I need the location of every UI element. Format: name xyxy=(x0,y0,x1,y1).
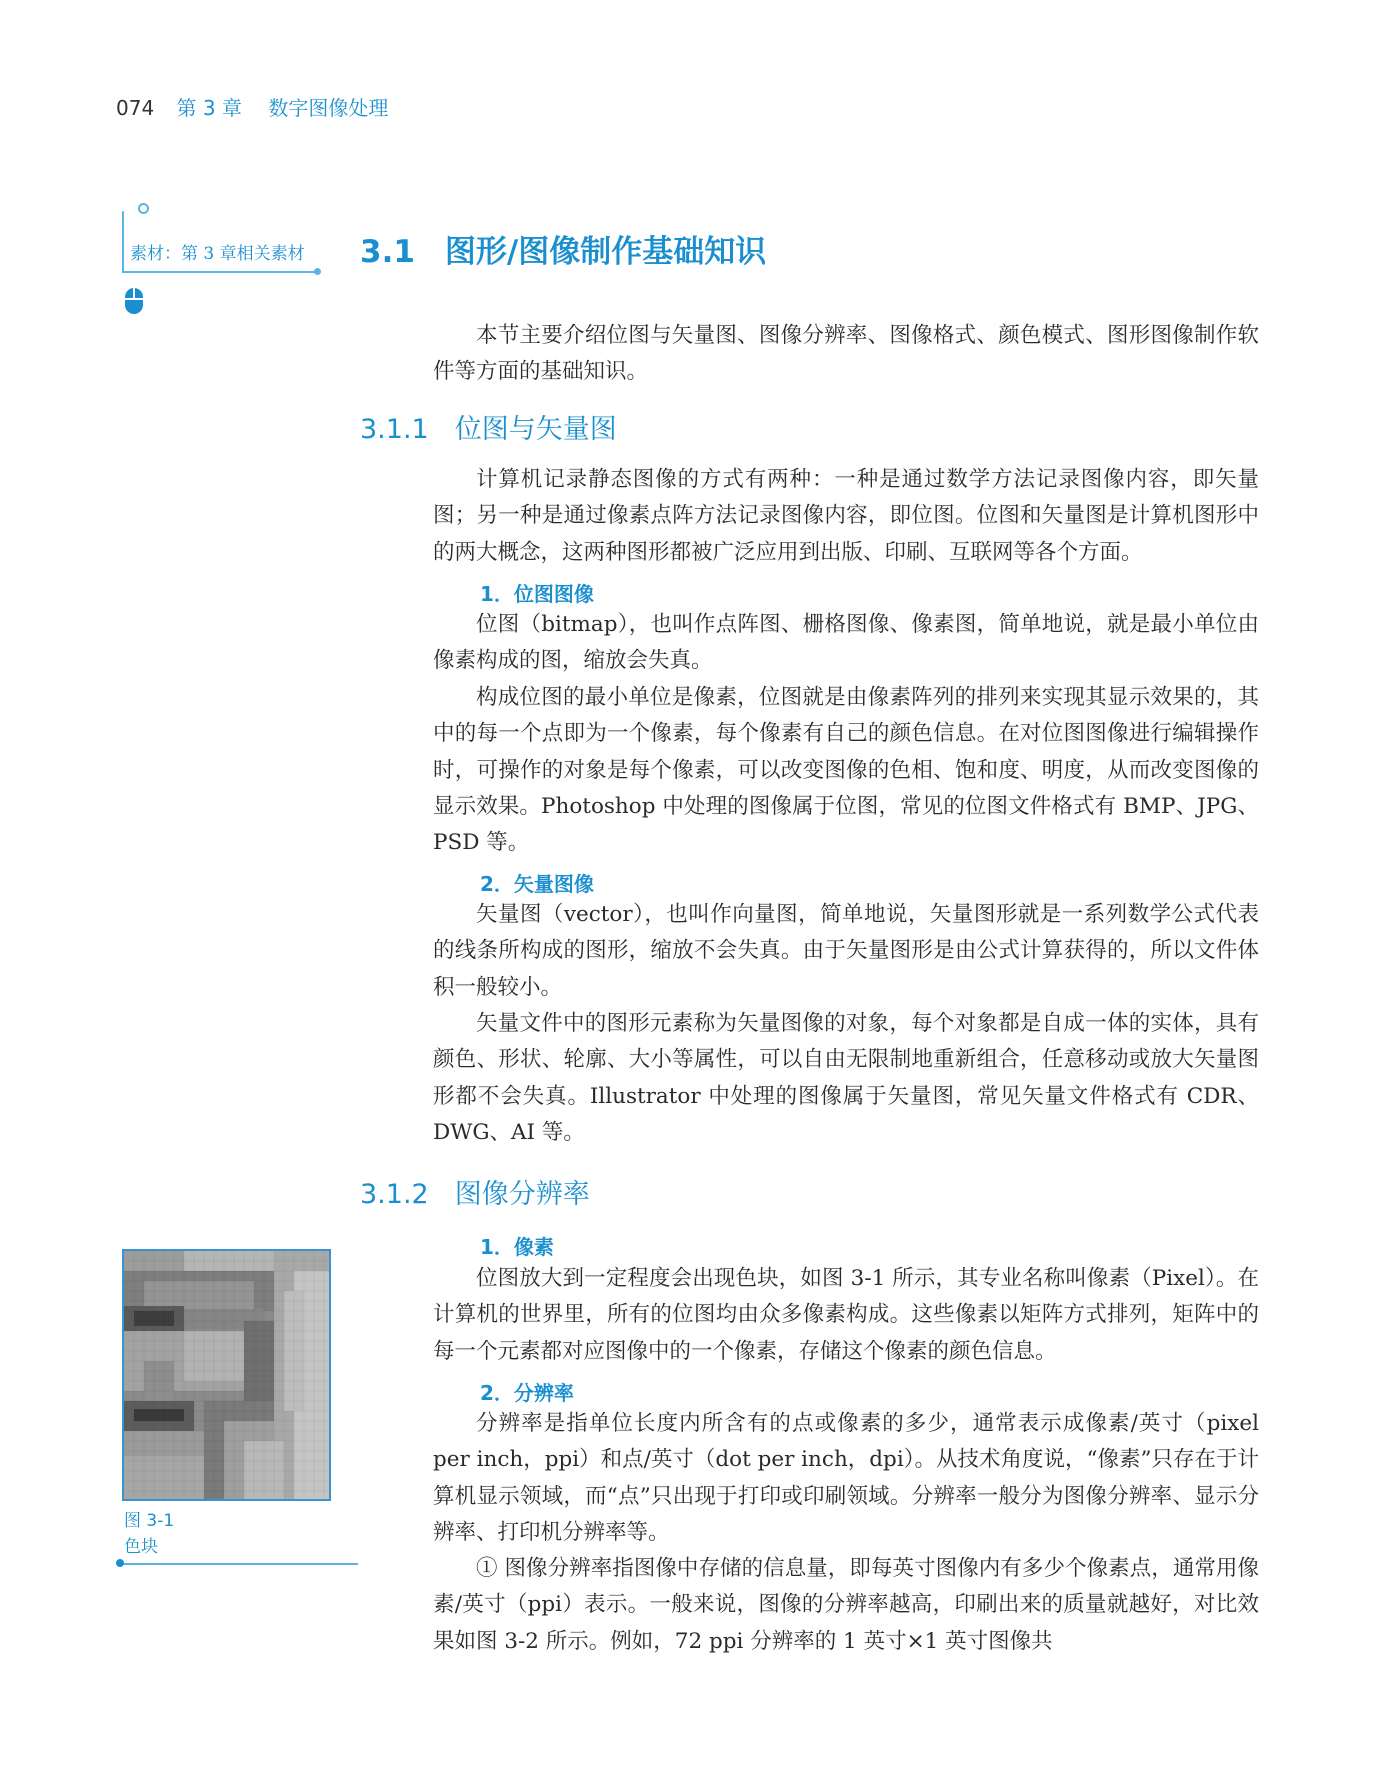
material-label: 素材：第 3 章相关素材 xyxy=(130,244,305,264)
subsection-heading-3-1-2 xyxy=(360,1172,590,1211)
chapter-number: 第 3 章 xyxy=(176,96,242,120)
heading-resolution: 2．分辨率 xyxy=(480,1381,574,1405)
paragraph: 位图放大到一定程度会出现色块，如图 3-1 所示，其专业名称叫像素（Pixel）。在计算机的世界里，所有的位图均由众多像素构成。这些像素以矩阵方式排列，矩阵中的每一个元素都对应图像中的一个像素，存储这个像素的颜色信息。 xyxy=(433,1266,1259,1364)
paragraph: 位图（bitmap），也叫作点阵图、栅格图像、像素图，简单地说，就是最小单位由像素构成的图，缩放会失真。 xyxy=(433,612,1259,674)
heading-pixel: 1．像素 xyxy=(480,1235,554,1259)
section-title: 图形/图像制作基础知识 xyxy=(444,234,767,270)
section-intro: 本节主要介绍位图与矢量图、图像分辨率、图像格式、颜色模式、图形图像制作软件等方面的基础知识。 xyxy=(433,323,1259,385)
subsection-heading-3-1-1 xyxy=(360,407,617,446)
heading-bitmap: 1．位图图像 xyxy=(480,582,594,606)
heading-vector: 2．矢量图像 xyxy=(480,872,594,896)
material-callout xyxy=(122,203,320,277)
paragraph: 构成位图的最小单位是像素，位图就是由像素阵列的排列来实现其显示效果的，其中的每一个点即为一个像素，每个像素有自己的颜色信息。在对位图图像进行编辑操作时，可操作的对象是每个像素，可以改变图像的色相、饱和度、明度，从而改变图像的显示效果。Photoshop 中处理的图像属于位图，常见的位图文件格式有 BMP、JPG、PSD 等。 xyxy=(433,685,1259,856)
paragraph: 矢量文件中的图形元素称为矢量图像的对象，每个对象都是自成一体的实体，具有颜色、形状、轮廓、大小等属性，可以自由无限制地重新组合，任意移动或放大矢量图形都不会失真。Illustrator 中处理的图像属于矢量图，常见矢量文件格式有 CDR、DWG、AI 等。 xyxy=(433,1011,1259,1145)
figure-caption xyxy=(124,1508,174,1560)
paragraph: 矢量图（vector），也叫作向量图，简单地说，矢量图形就是一系列数学公式代表的线条所构成的图形，缩放不会失真。由于矢量图形是由公式计算获得的，所以文件体积一般较小。 xyxy=(433,902,1259,1000)
subsection-title: 位图与矢量图 xyxy=(454,414,617,445)
subsection-title: 图像分辨率 xyxy=(454,1179,590,1210)
caption-rule xyxy=(118,1563,358,1565)
callout-horizontal-rule xyxy=(122,271,318,273)
mouse-icon xyxy=(122,286,146,320)
paragraph: 计算机记录静态图像的方式有两种：一种是通过数学方法记录图像内容，即矢量图；另一种是通过像素点阵方法记录图像内容，即位图。位图和矢量图是计算机图形中的两大概念，这两种图形都被广泛应用到出版、印刷、互联网等各个方面。 xyxy=(433,467,1259,565)
caption-dot xyxy=(116,1559,124,1567)
paragraph: ① 图像分辨率指图像中存储的信息量，即每英寸图像内有多少个像素点，通常用像素/英寸（ppi）表示。一般来说，图像的分辨率越高，印刷出来的质量就越好，对比效果如图 3-2 所示。例如，72 ppi 分辨率的 1 英寸×1 英寸图像共 xyxy=(433,1556,1259,1654)
callout-end-dot xyxy=(314,268,321,275)
callout-vertical-rule xyxy=(122,211,124,273)
paragraph: 分辨率是指单位长度内所含有的点或像素的多少，通常表示成像素/英寸（pixel per inch，ppi）和点/英寸（dot per inch，dpi）。从技术角度说，“像素”只存在于计算机显示领域，而“点”只出现于打印或印刷领域。分辨率一般分为图像分辨率、显示分辨率、打印机分辨率等。 xyxy=(433,1411,1259,1545)
running-head xyxy=(116,92,388,121)
callout-top-dot xyxy=(138,203,149,214)
subsection-number: 3.1.1 xyxy=(360,414,429,445)
section-number: 3.1 xyxy=(360,234,415,270)
figure-caption-number: 图 3-1 xyxy=(124,1511,175,1531)
figure-caption-title: 色块 xyxy=(124,1537,158,1557)
pixelated-face-image xyxy=(124,1251,329,1499)
page-number: 074 xyxy=(116,96,155,120)
section-heading xyxy=(360,226,766,271)
figure-pixel-blocks xyxy=(122,1249,331,1501)
chapter-title: 数字图像处理 xyxy=(268,96,389,120)
subsection-number: 3.1.2 xyxy=(360,1179,429,1210)
